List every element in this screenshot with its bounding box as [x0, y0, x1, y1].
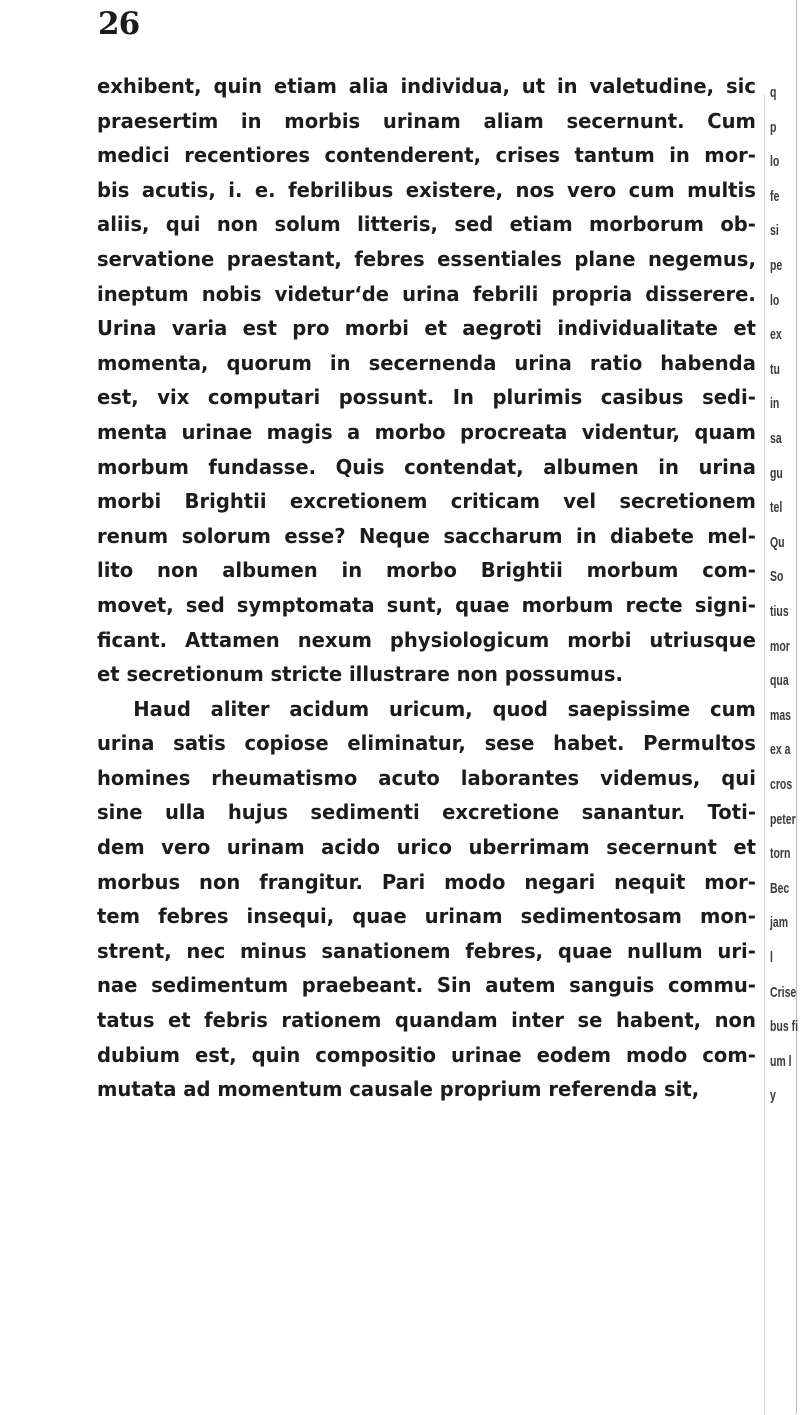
- bleed-fragment: peter: [770, 810, 796, 828]
- text-line: medici recentiores contenderent, crises tantum in mor-: [97, 143, 756, 168]
- text-line: exhibent, quin etiam alia individua, ut in valetudine, sic: [97, 74, 756, 98]
- text-line: Urina varia est pro morbi et aegroti individualitate et: [97, 316, 756, 341]
- bleed-fragment: q: [770, 84, 777, 101]
- bleed-fragment: Qu: [770, 533, 785, 551]
- bleed-fragment: si: [770, 222, 779, 240]
- bleed-fragment: jam: [770, 914, 789, 932]
- bleed-fragment: lo: [770, 153, 780, 171]
- body-text: [97, 69, 757, 1107]
- bleed-fragment: gu: [770, 464, 783, 482]
- text-line: ficant. Attamen nexum physiologicum morbi utriusque: [97, 627, 756, 652]
- text-line: momenta, quorum in secernenda urina ratio habenda: [97, 350, 756, 375]
- bleed-fragment: mor: [770, 637, 790, 655]
- text-line: est, vix computari possunt. In plurimis casibus sedi-: [97, 385, 756, 410]
- bleed-fragment: pe: [770, 257, 783, 274]
- text-line: strent, nec minus sanationem febres, quae nullum uri-: [97, 938, 756, 963]
- text-line: bis acutis, i. e. febrilibus existere, nos vero cum multis: [97, 177, 756, 202]
- bleed-fragment: tu: [770, 360, 780, 378]
- text-line: sine ulla hujus sedimenti excretione sanantur. Toti-: [97, 800, 756, 825]
- bleed-fragment: Bec: [770, 879, 790, 897]
- facing-page-bleed: [770, 80, 800, 1414]
- bleed-fragment: fe: [770, 187, 780, 205]
- bleed-fragment: lo: [770, 291, 780, 309]
- bleed-fragment: in: [770, 395, 780, 413]
- text-line: praesertim in morbis urinam aliam secernunt. Cum: [97, 108, 756, 133]
- page-edge-shadow: [764, 95, 765, 1415]
- bleed-fragment: bus fi: [770, 1018, 798, 1036]
- text-line: aliis, qui non solum litteris, sed etiam morborum ob-: [97, 212, 756, 237]
- text-line: renum solorum esse? Neque saccharum in diabete mel-: [97, 523, 756, 548]
- bleed-fragment: mas: [770, 706, 792, 724]
- text-line: morbus non frangitur. Pari modo negari nequit mor-: [97, 869, 756, 894]
- bleed-fragment: sa: [770, 430, 782, 447]
- bleed-fragment: ex: [770, 326, 782, 344]
- text-line: servatione praestant, febres essentiales plane negemus,: [97, 246, 756, 271]
- text-line: lito non albumen in morbo Brightii morbum com-: [97, 558, 756, 583]
- bleed-fragment: tius: [770, 603, 789, 620]
- bleed-fragment: Crise: [770, 983, 797, 1001]
- bleed-fragment: torn: [770, 845, 791, 863]
- bleed-fragment: cros: [770, 776, 793, 793]
- text-line: movet, sed symptomata sunt, quae morbum recte signi-: [97, 592, 756, 617]
- text-line: mutata ad momentum causale proprium referenda sit,: [97, 1077, 700, 1102]
- bleed-fragment: So: [770, 568, 784, 586]
- bleed-fragment: l: [770, 949, 773, 966]
- text-line: tatus et febris rationem quandam inter se habent, non: [97, 1008, 756, 1033]
- bleed-fragment: p: [770, 118, 777, 136]
- text-line: morbi Brightii excretionem criticam vel secretionem: [97, 489, 756, 514]
- text-line: Haud aliter acidum uricum, quod saepissime cum: [133, 696, 756, 721]
- bleed-fragment: y: [770, 1087, 776, 1105]
- text-line: et secretionum stricte illustrare non possumus.: [97, 662, 623, 687]
- text-line: dem vero urinam acido urico uberrimam secernunt et: [97, 835, 756, 860]
- bleed-fragment: um l: [770, 1052, 792, 1070]
- text-line: menta urinae magis a morbo procreata videntur, quam: [97, 419, 756, 444]
- bleed-fragment: qua: [770, 672, 789, 690]
- text-line: ineptum nobis videtur‘de urina febrili propria disserere.: [97, 281, 756, 306]
- text-line: morbum fundasse. Quis contendat, albumen in urina: [97, 454, 756, 479]
- text-line: dubium est, quin compositio urinae eodem modo com-: [97, 1042, 756, 1067]
- text-line: homines rheumatismo acuto laborantes videmus, qui: [97, 765, 756, 790]
- page-number: 26: [98, 6, 140, 42]
- text-line: nae sedimentum praebeant. Sin autem sanguis commu-: [97, 973, 756, 998]
- text-line: urina satis copiose eliminatur, sese habet. Permultos: [97, 731, 756, 756]
- bleed-fragment: tel: [770, 499, 783, 517]
- text-line: tem febres insequi, quae urinam sedimentosam mon-: [97, 904, 756, 929]
- bleed-fragment: ex a: [770, 741, 791, 759]
